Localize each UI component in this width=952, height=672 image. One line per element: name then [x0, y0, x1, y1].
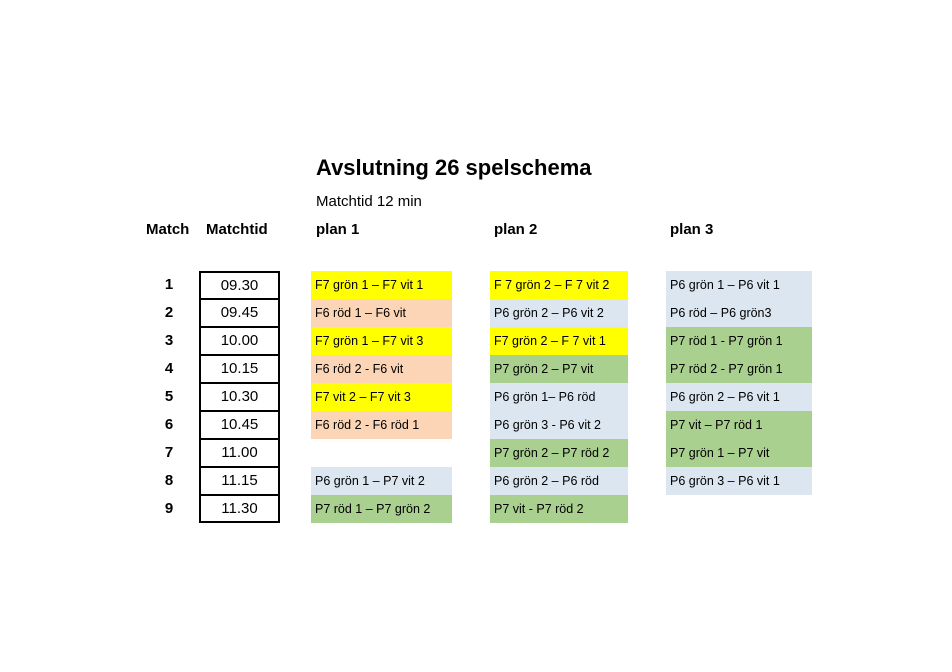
header-matchtid: Matchtid [206, 221, 268, 238]
match-number: 3 [164, 332, 174, 349]
match-time: 11.30 [199, 495, 280, 523]
match-time: 10.30 [199, 383, 280, 411]
match-number: 7 [164, 444, 174, 461]
plan-3-game: P7 grön 1 – P7 vit [666, 439, 812, 467]
match-number: 5 [164, 388, 174, 405]
plan-2-game: P7 vit - P7 röd 2 [490, 495, 628, 523]
plan-3-game: P6 röd – P6 grön3 [666, 299, 812, 327]
plan-1-game: F6 röd 2 - F6 röd 1 [311, 411, 452, 439]
plan-2-game: P6 grön 2 – P6 vit 2 [490, 299, 628, 327]
plan-3-game: P7 röd 1 - P7 grön 1 [666, 327, 812, 355]
plan-1-game: F6 röd 1 – F6 vit [311, 299, 452, 327]
plan-2-game: F7 grön 2 – F 7 vit 1 [490, 327, 628, 355]
match-number: 2 [164, 304, 174, 321]
plan-2-game: F 7 grön 2 – F 7 vit 2 [490, 271, 628, 299]
match-time: 11.15 [199, 467, 280, 495]
header-plan-2: plan 2 [494, 221, 538, 238]
page-title: Avslutning 26 spelschema [316, 155, 592, 180]
plan-2-game: P6 grön 3 - P6 vit 2 [490, 411, 628, 439]
match-time: 10.00 [199, 327, 280, 355]
plan-1-game: F6 röd 2 - F6 vit [311, 355, 452, 383]
table-row [0, 271, 952, 299]
match-number: 6 [164, 416, 174, 433]
header-match: Match [146, 221, 190, 238]
match-time: 09.45 [199, 299, 280, 327]
plan-3-game: P7 vit – P7 röd 1 [666, 411, 812, 439]
match-number: 8 [164, 472, 174, 489]
header-plan-3: plan 3 [670, 221, 714, 238]
match-number: 9 [164, 500, 174, 517]
plan-3-game: P7 röd 2 - P7 grön 1 [666, 355, 812, 383]
plan-2-game: P7 grön 2 – P7 röd 2 [490, 439, 628, 467]
table-row [0, 355, 952, 383]
plan-2-game: P6 grön 2 – P6 röd [490, 467, 628, 495]
plan-3-game: P6 grön 3 – P6 vit 1 [666, 467, 812, 495]
table-row [0, 299, 952, 327]
plan-3-game: P6 grön 1 – P6 vit 1 [666, 271, 812, 299]
page-subtitle: Matchtid 12 min [316, 193, 422, 210]
plan-1-game: F7 vit 2 – F7 vit 3 [311, 383, 452, 411]
match-time: 09.30 [199, 271, 280, 299]
plan-1-game: P6 grön 1 – P7 vit 2 [311, 467, 452, 495]
match-time: 10.45 [199, 411, 280, 439]
table-row [0, 383, 952, 411]
table-row [0, 495, 952, 523]
table-row [0, 467, 952, 495]
table-row [0, 327, 952, 355]
plan-2-game: P7 grön 2 – P7 vit [490, 355, 628, 383]
header-plan-1: plan 1 [316, 221, 360, 238]
plan-1-game: F7 grön 1 – F7 vit 3 [311, 327, 452, 355]
plan-3-game: P6 grön 2 – P6 vit 1 [666, 383, 812, 411]
match-number: 4 [164, 360, 174, 377]
table-row [0, 439, 952, 467]
plan-2-game: P6 grön 1– P6 röd [490, 383, 628, 411]
match-time: 10.15 [199, 355, 280, 383]
plan-1-game: P7 röd 1 – P7 grön 2 [311, 495, 452, 523]
table-row [0, 411, 952, 439]
match-time: 11.00 [199, 439, 280, 467]
match-number: 1 [164, 276, 174, 293]
plan-1-game: F7 grön 1 – F7 vit 1 [311, 271, 452, 299]
